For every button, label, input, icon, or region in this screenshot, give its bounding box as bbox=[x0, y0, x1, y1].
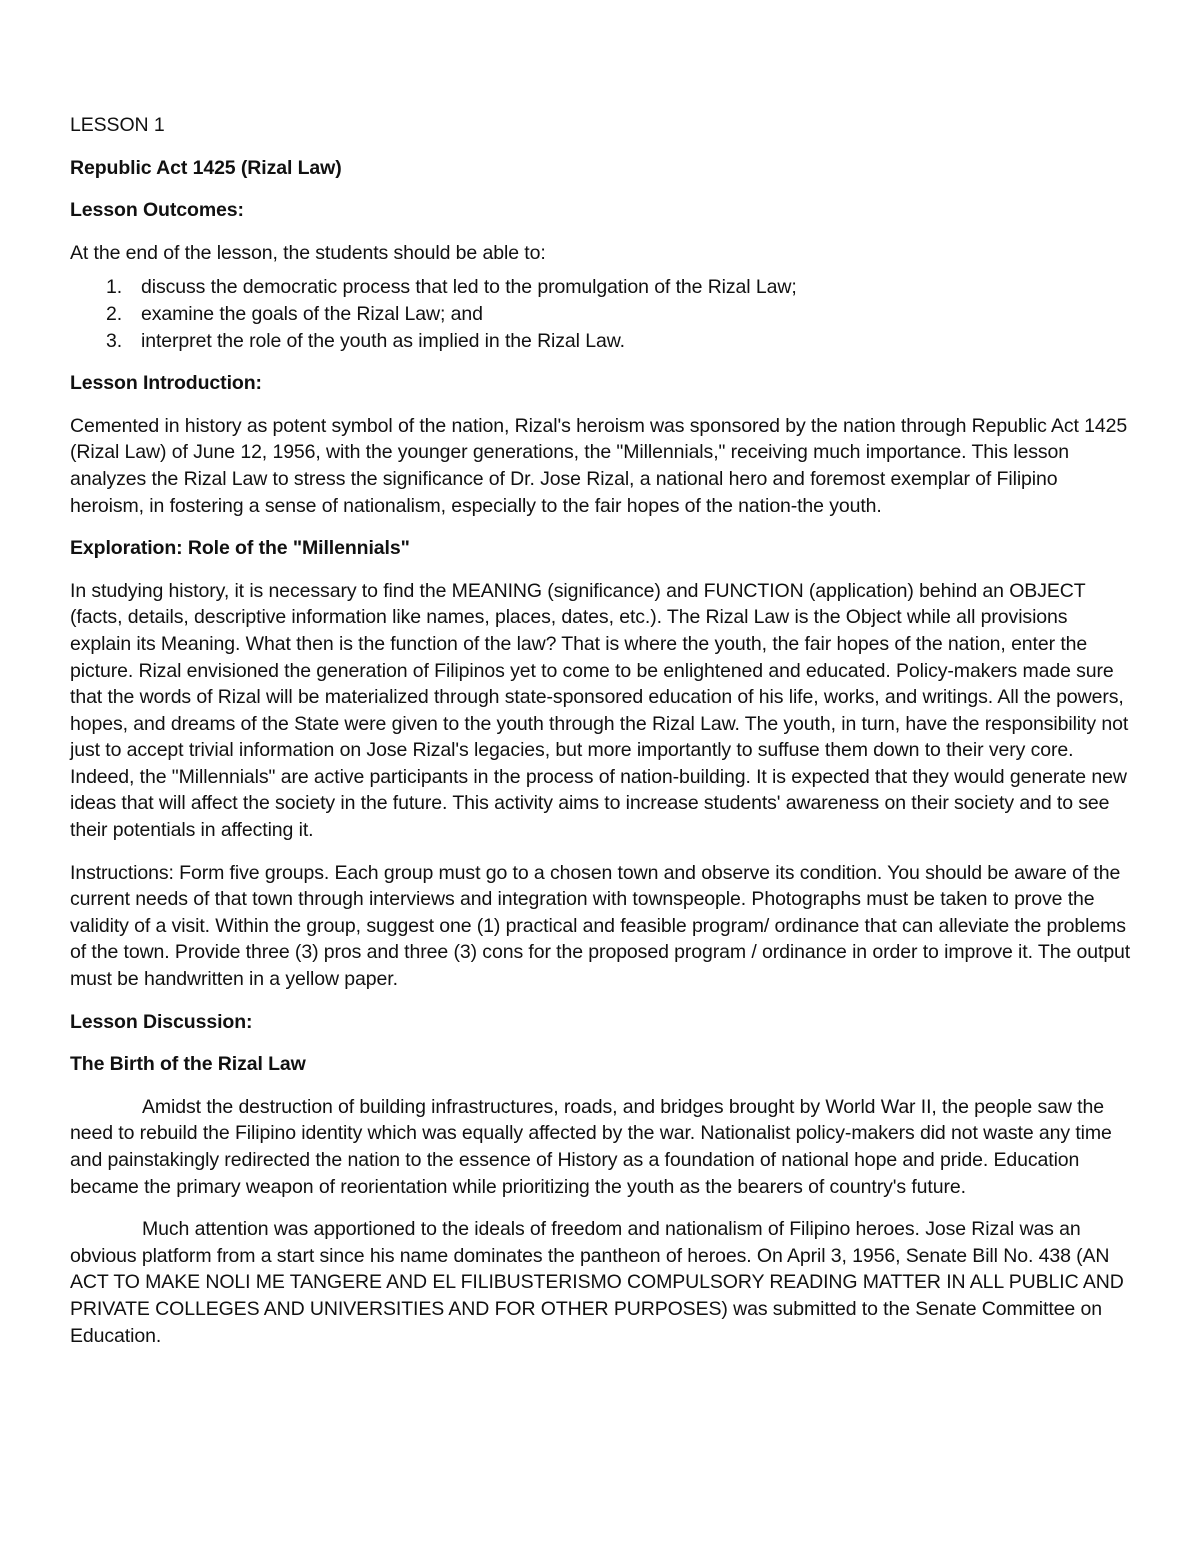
discussion-paragraph: Much attention was apportioned to the ideals of freedom and nationalism of Filipino heroes. Jose Rizal was an obvious platform from a start since his name dominates the pantheon of heroes. On April 3, 1956, Senate Bill No. 438 (AN ACT TO MAKE NOLI ME TANGERE AND EL FILIBUSTERISMO COMPULSORY READING MATTER IN ALL PUBLIC AND PRIVATE COLLEGES AND UNIVERSITIES AND FOR OTHER PURPOSES) was submitted to the Senate Committee on Education. bbox=[70, 1218, 1124, 1347]
list-item-number: 2. bbox=[106, 302, 123, 325]
outcomes-intro: At the end of the lesson, the students should be able to: bbox=[70, 241, 546, 264]
discussion-heading: Lesson Discussion: bbox=[70, 1010, 253, 1033]
list-item-text: examine the goals of the Rizal Law; and bbox=[141, 302, 483, 325]
list-item bbox=[70, 274, 1132, 301]
list-item bbox=[70, 328, 1132, 355]
instructions-paragraph: Instructions: Form five groups. Each group must go to a chosen town and observe its condition. You should be aware of the current needs of that town through interviews and integration with townspeople. Photographs must be taken to prove the validity of a visit. Within the group, suggest one (1) practical and feasible program/ ordinance that can alleviate the problems of the town. Provide three (3) pros and three (3) cons for the proposed program / ordinance in order to improve it. The output must be handwritten in a yellow paper. bbox=[70, 861, 1131, 991]
exploration-paragraph: In studying history, it is necessary to find the MEANING (significance) and FUNCTION (application) behind an OBJECT (facts, details, descriptive information like names, places, dates, etc.). The Rizal Law is the Object while all provisions explain its Meaning. What then is the function of the law? That is where the youth, the fair hopes of the nation, enter the picture. Rizal envisioned the generation of Filipinos yet to come to be enlightened and educated. Policy-makers made sure that the words of Rizal will be materialized through state-sponsored education of his life, works, and writings. All the powers, hopes, and dreams of the State were given to the youth through the Rizal Law. The youth, in turn, have the responsibility not just to accept trivial information on Jose Rizal's legacies, but more importantly to suffuse them down to their very core. Indeed, the "Millennials" are active participants in the process of nation-building. It is expected that they would generate new ideas that will affect the society in the future. This activity aims to increase students' awareness on their society and to see their potentials in affecting it. bbox=[70, 579, 1129, 842]
outcomes-heading: Lesson Outcomes: bbox=[70, 199, 244, 222]
list-item-number: 1. bbox=[106, 276, 123, 299]
introduction-paragraph: Cemented in history as potent symbol of the nation, Rizal's heroism was sponsored by the nation through Republic Act 1425 (Rizal Law) of June 12, 1956, with the younger generations, the "Millennials," receiving much importance. This lesson analyzes the Rizal Law to stress the significance of Dr. Jose Rizal, a national hero and foremost exemplar of Filipino heroism, in fostering a sense of nationalism, especially to the fair hopes of the nation-the youth. bbox=[70, 414, 1128, 517]
list-item bbox=[70, 301, 1132, 328]
lesson-number: LESSON 1 bbox=[70, 114, 165, 136]
list-item-text: interpret the role of the youth as implied in the Rizal Law. bbox=[141, 329, 625, 352]
outcomes-list bbox=[70, 274, 1132, 354]
exploration-heading: Exploration: Role of the "Millennials" bbox=[70, 537, 410, 560]
document-page bbox=[70, 112, 1132, 1365]
discussion-subheading: The Birth of the Rizal Law bbox=[70, 1053, 306, 1076]
list-item-number: 3. bbox=[106, 329, 123, 352]
document-title: Republic Act 1425 (Rizal Law) bbox=[70, 156, 342, 179]
discussion-paragraph: Amidst the destruction of building infrastructures, roads, and bridges brought by World War II, the people saw the need to rebuild the Filipino identity which was equally affected by the war. Nationalist policy-makers did not waste any time and painstakingly redirected the nation to the essence of History as a foundation of national hope and pride. Education became the primary weapon of reorientation while prioritizing the youth as the bearers of country's future. bbox=[70, 1095, 1112, 1198]
introduction-heading: Lesson Introduction: bbox=[70, 372, 262, 395]
list-item-text: discuss the democratic process that led to the promulgation of the Rizal Law; bbox=[141, 276, 797, 299]
